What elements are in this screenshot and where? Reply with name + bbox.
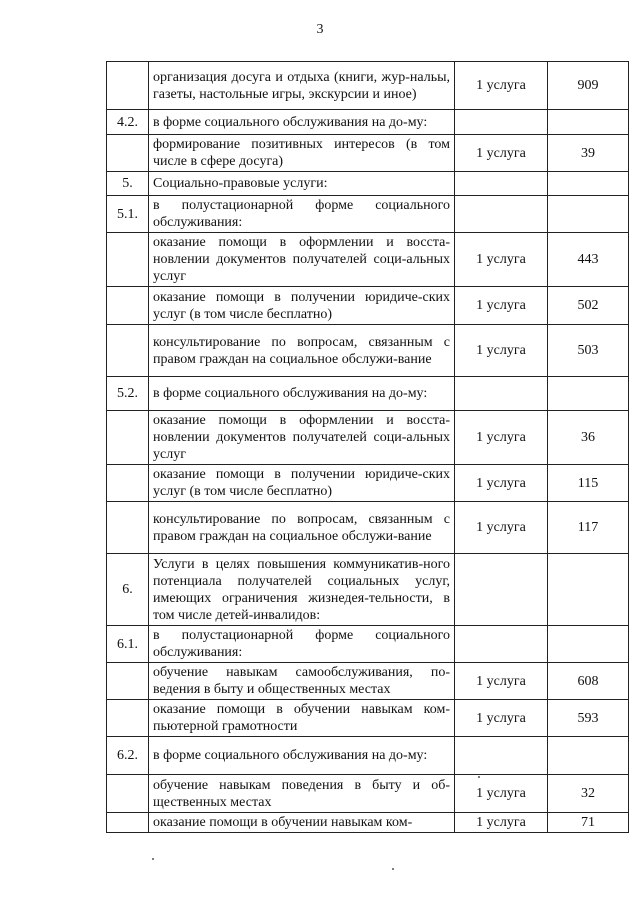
value-cell: 608 [548, 663, 629, 700]
unit-cell [455, 172, 548, 196]
row-number: 5.2. [107, 377, 149, 411]
service-name: обучение навыкам самообслуживания, по-ведения в быту и общественных местах [149, 663, 455, 700]
table-row [107, 325, 629, 377]
table-row [107, 465, 629, 502]
service-name: оказание помощи в оформлении и восста-новлении документов получателей соци-альных услуг [149, 411, 455, 465]
unit-cell: 1 услуга [455, 411, 548, 465]
table-row [107, 287, 629, 325]
value-cell: 502 [548, 287, 629, 325]
scan-artifact [152, 858, 154, 860]
table-row [107, 411, 629, 465]
unit-cell: 1 услуга [455, 233, 548, 287]
unit-cell: 1 услуга [455, 775, 548, 813]
service-name: оказание помощи в обучении навыкам ком-пьютерной грамотности [149, 700, 455, 737]
row-number [107, 502, 149, 554]
row-number [107, 813, 149, 833]
value-cell: 115 [548, 465, 629, 502]
unit-cell [455, 626, 548, 663]
value-cell [548, 172, 629, 196]
table-row [107, 135, 629, 172]
row-number: 5. [107, 172, 149, 196]
value-cell [548, 737, 629, 775]
row-number [107, 135, 149, 172]
unit-cell: 1 услуга [455, 663, 548, 700]
service-name: Услуги в целях повышения коммуникатив-ного потенциала получателей социальных услуг, имеющих ограничения жизнедея-тельности, в том числе детей-инвалидов: [149, 554, 455, 626]
value-cell [548, 626, 629, 663]
row-number [107, 325, 149, 377]
unit-cell [455, 196, 548, 233]
value-cell: 36 [548, 411, 629, 465]
row-number [107, 700, 149, 737]
value-cell [548, 196, 629, 233]
table-row [107, 172, 629, 196]
row-number: 6. [107, 554, 149, 626]
table-row [107, 700, 629, 737]
unit-cell [455, 737, 548, 775]
page-number: 3 [316, 22, 324, 37]
value-cell: 909 [548, 62, 629, 110]
services-table-body [107, 62, 629, 833]
service-name: оказание помощи в обучении навыкам ком- [149, 813, 455, 833]
value-cell: 503 [548, 325, 629, 377]
table-row [107, 196, 629, 233]
row-number: 5.1. [107, 196, 149, 233]
table-row [107, 663, 629, 700]
scan-artifact [392, 868, 394, 870]
unit-cell: 1 услуга [455, 502, 548, 554]
row-number [107, 465, 149, 502]
row-number [107, 775, 149, 813]
service-name: обучение навыкам поведения в быту и об-щественных местах [149, 775, 455, 813]
service-name: консультирование по вопросам, связанным с правом граждан на социальное обслужи-вание [149, 502, 455, 554]
row-number: 6.2. [107, 737, 149, 775]
unit-cell: 1 услуга [455, 325, 548, 377]
value-cell: 117 [548, 502, 629, 554]
value-cell: 71 [548, 813, 629, 833]
unit-cell: 1 услуга [455, 700, 548, 737]
unit-cell: 1 услуга [455, 287, 548, 325]
table-row [107, 233, 629, 287]
service-name: в полустационарной форме социального обслуживания: [149, 626, 455, 663]
table-row [107, 813, 629, 833]
table-row [107, 110, 629, 135]
service-name: оказание помощи в получении юридиче-ских услуг (в том числе бесплатно) [149, 465, 455, 502]
row-number [107, 233, 149, 287]
unit-cell [455, 377, 548, 411]
scan-artifact [478, 776, 480, 778]
table-row [107, 626, 629, 663]
value-cell: 443 [548, 233, 629, 287]
table-row [107, 62, 629, 110]
unit-cell: 1 услуга [455, 465, 548, 502]
service-name: организация досуга и отдыха (книги, жур-нальы, газеты, настольные игры, экскурсии и иное) [149, 62, 455, 110]
value-cell: 39 [548, 135, 629, 172]
service-name: формирование позитивных интересов (в том числе в сфере досуга) [149, 135, 455, 172]
services-table [106, 61, 629, 833]
row-number: 6.1. [107, 626, 149, 663]
service-name: консультирование по вопросам, связанным с правом граждан на социальное обслужи-вание [149, 325, 455, 377]
value-cell [548, 554, 629, 626]
row-number: 4.2. [107, 110, 149, 135]
service-name: оказание помощи в оформлении и восста-новлении документов получателей соци-альных услуг [149, 233, 455, 287]
value-cell [548, 377, 629, 411]
unit-cell: 1 услуга [455, 813, 548, 833]
value-cell: 593 [548, 700, 629, 737]
table-row [107, 502, 629, 554]
table-row [107, 737, 629, 775]
row-number [107, 287, 149, 325]
table-row [107, 377, 629, 411]
row-number [107, 663, 149, 700]
service-name: в форме социального обслуживания на до-му: [149, 110, 455, 135]
row-number [107, 411, 149, 465]
service-name: в полустационарной форме социального обслуживания: [149, 196, 455, 233]
unit-cell: 1 услуга [455, 135, 548, 172]
row-number [107, 62, 149, 110]
table-row [107, 554, 629, 626]
service-name: оказание помощи в получении юридиче-ских услуг (в том числе бесплатно) [149, 287, 455, 325]
service-name: в форме социального обслуживания на до-му: [149, 377, 455, 411]
service-name: Социально-правовые услуги: [149, 172, 455, 196]
value-cell: 32 [548, 775, 629, 813]
table-row [107, 775, 629, 813]
service-name: в форме социального обслуживания на до-му: [149, 737, 455, 775]
unit-cell [455, 110, 548, 135]
unit-cell: 1 услуга [455, 62, 548, 110]
unit-cell [455, 554, 548, 626]
value-cell [548, 110, 629, 135]
